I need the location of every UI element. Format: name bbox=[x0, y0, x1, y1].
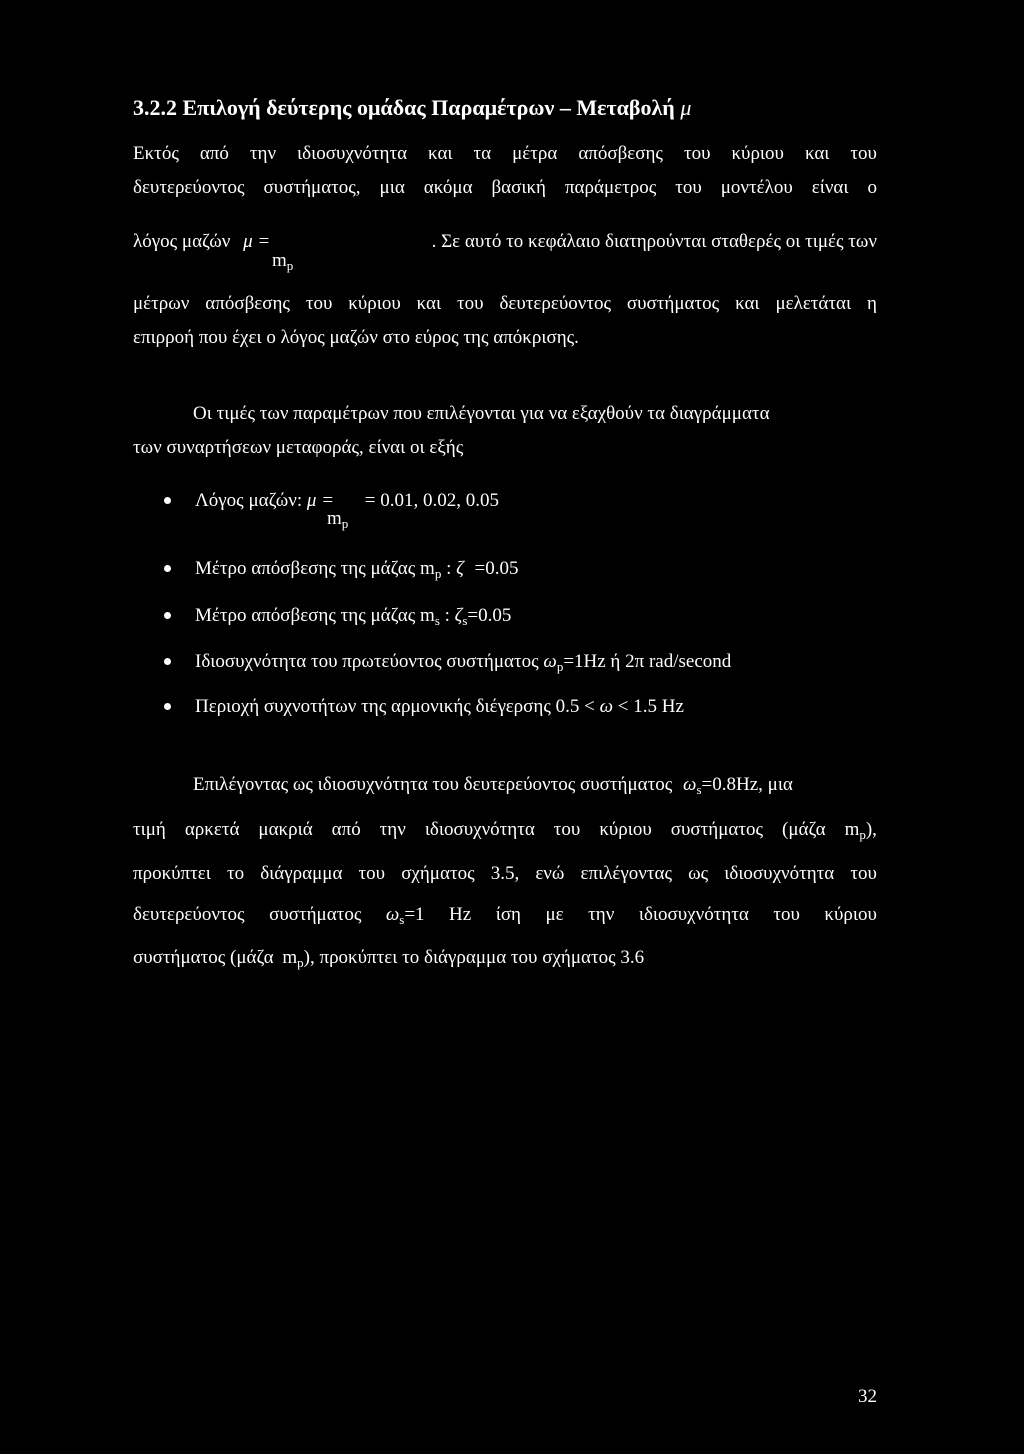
bullet-damping-secondary: Μέτρο απόσβεσης της μάζας $m_s$ : $\zeta_s=0.05$ bbox=[195, 605, 512, 628]
intro-line-3-start: λόγος μαζών μ = bbox=[133, 231, 271, 252]
para3-line-4: δευτερεύοντος συστήματος $\omega_s=1$ Hz ίση με την ιδιοσυχνότητα του κύριου bbox=[133, 904, 877, 927]
para2-line-2: των συναρτήσεων μεταφοράς, είναι οι εξής bbox=[133, 437, 464, 458]
bullet-primary-frequency: Ιδιοσυχνότητα του πρωτεύοντος συστήματος $\omega_p=1Hz$ ή 2π rad/second bbox=[195, 651, 732, 674]
bullet-frequency-range: Περιοχή συχνοτήτων της αρμονικής διέγερσης 0.5 < ω < 1.5 Hz bbox=[195, 696, 684, 717]
section-heading: 3.2.2 Επιλογή δεύτερης ομάδας Παραμέτρων – Μεταβολή μ bbox=[133, 95, 692, 120]
intro-denominator: $m_p$ bbox=[272, 250, 294, 273]
bullet-dot bbox=[164, 703, 171, 710]
bullet-dot bbox=[164, 658, 171, 665]
bullet-dot bbox=[164, 612, 171, 619]
para3-line-1: Επιλέγοντας ως ιδιοσυχνότητα του δευτερεύοντος συστήματος $\omega_s=0.8Hz$, μια bbox=[193, 774, 793, 797]
para3-line-2: τιμή αρκετά μακριά από την ιδιοσυχνότητα του κύριου συστήματος (μάζα $m_p$), bbox=[133, 819, 877, 842]
intro-line-4: μέτρων απόσβεσης του κύριου και του δευτερεύοντος συστήματος και μελετάται η bbox=[133, 293, 877, 314]
page-number: 32 bbox=[858, 1386, 877, 1407]
para2-line-1: Οι τιμές των παραμέτρων που επιλέγονται για να εξαχθούν τα διαγράμματα bbox=[193, 403, 770, 424]
mu-symbol: μ bbox=[680, 95, 692, 120]
para3-line-3: προκύπτει το διάγραμμα του σχήματος 3.5, ενώ επιλέγοντας ως ιδιοσυχνότητα του bbox=[133, 863, 877, 884]
para3-line-5: συστήματος (μάζα $m_p$), προκύπτει το διάγραμμα του σχήματος 3.6 bbox=[133, 947, 645, 970]
intro-line-1: Εκτός από την ιδιοσυχνότητα και τα μέτρα απόσβεσης του κύριου και του bbox=[133, 143, 877, 164]
bullet-mass-ratio: Λόγος μαζών: μ = = 0.01, 0.02, 0.05 bbox=[195, 490, 499, 511]
intro-line-5: επιρροή που έχει ο λόγος μαζών στο εύρος της απόκρισης. bbox=[133, 327, 579, 348]
intro-line-2: δευτερεύοντος συστήματος, μια ακόμα βασική παράμετρος του μοντέλου είναι ο bbox=[133, 177, 877, 198]
bullet-mass-ratio-denominator: $m_p$ bbox=[327, 508, 349, 531]
bullet-damping-primary: Μέτρο απόσβεσης της μάζας $m_p$ : ζ =0.05 bbox=[195, 558, 519, 581]
mass-ratio-formula: μ = bbox=[243, 231, 271, 252]
intro-line-3-rest: . Σε αυτό το κεφάλαιο διατηρούνται σταθερές οι τιμές των bbox=[431, 231, 877, 252]
bullet-dot bbox=[164, 565, 171, 572]
bullet-dot bbox=[164, 497, 171, 504]
